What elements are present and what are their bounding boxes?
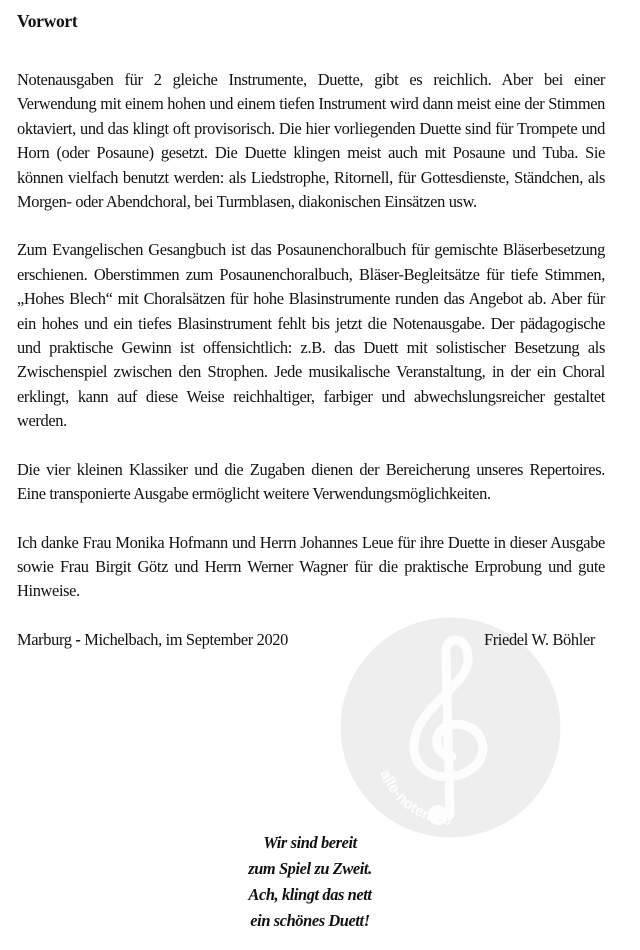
poem-line: Ach, klingt das nett [248,885,372,904]
poem-line: zum Spiel zu Zweit. [248,859,372,878]
signature-row [17,628,605,654]
paragraph-thanks: Ich danke Frau Monika Hofmann und Herrn Johannes Leue für ihre Duette in dieser Ausgabe sowie Frau Birgit Götz und Herrn Werner Wagner für die praktische Erprobung und gute Hinweise. [17,532,605,601]
closing-poem [0,830,620,934]
watermark-text: alle-noten.de [376,767,453,829]
page-title: Vorwort [17,11,78,31]
place-date-prefix: Marburg [17,629,76,649]
author-name: Friedel W. Böhler [483,629,595,649]
place-date [17,628,288,652]
poem-line: ein schönes Duett! [250,911,370,930]
paragraph-intro: Notenausgaben für 2 gleiche Instrumente, Duette, gibt es reichlich. Aber bei einer Verwendung mit einem hohen und einem tiefen Instrument wird dann meist eine der Stimmen oktaviert, und das klingt oft provisorisch. Die hier vorliegenden Duette sind für Trompete und Horn (oder Posaune) gesetzt. Die Duette klingen meist auch mit Posaune und Tuba. Sie können vielfach benutzt werden: als Liedstrophe, Ritornell, für Gottesdienste, Ständchen, als Morgen- oder Abendchoral, bei Turmblasen, diakonischen Einsätzen usw. [17,70,605,212]
preface-content [17,8,605,654]
paragraph-repertoire: Die vier kleinen Klassiker und die Zugaben dienen der Bereicherung unseres Repertoires. Eine transponierte Ausgabe ermöglicht weitere Verwendungsmöglichkeiten. [17,459,605,504]
paragraph-hymnbook: Zum Evangelischen Gesangbuch ist das Posaunenchoralbuch für gemischte Bläserbesetzung erschienen. Oberstimmen zum Posaunenchoralbuch, Bläser-Begleitsätze für tiefe Stimmen, „Hohes Blech“ mit Choralsätzen für hohe Blasinstrumente runden das Angebot ab. Aber für ein hohes und ein tiefes Blasinstrument fehlt bis jetzt die Notenausgabe. Der pädagogische und praktische Gewinn ist offensichtlich: z.B. das Duett mit solistischer Besetzung als Zwischenspiel zwischen den Strophen. Jede musikalische Veranstaltung, in der ein Choral erklingt, kann auf diese Weise reichhaltiger, farbiger und abwechslungsreicher gestaltet werden. [17,240,605,431]
place-date-dash: - [75,629,81,649]
poem-line: Wir sind bereit [263,833,357,852]
place-date-suffix: Michelbach, im September 2020 [80,629,289,649]
